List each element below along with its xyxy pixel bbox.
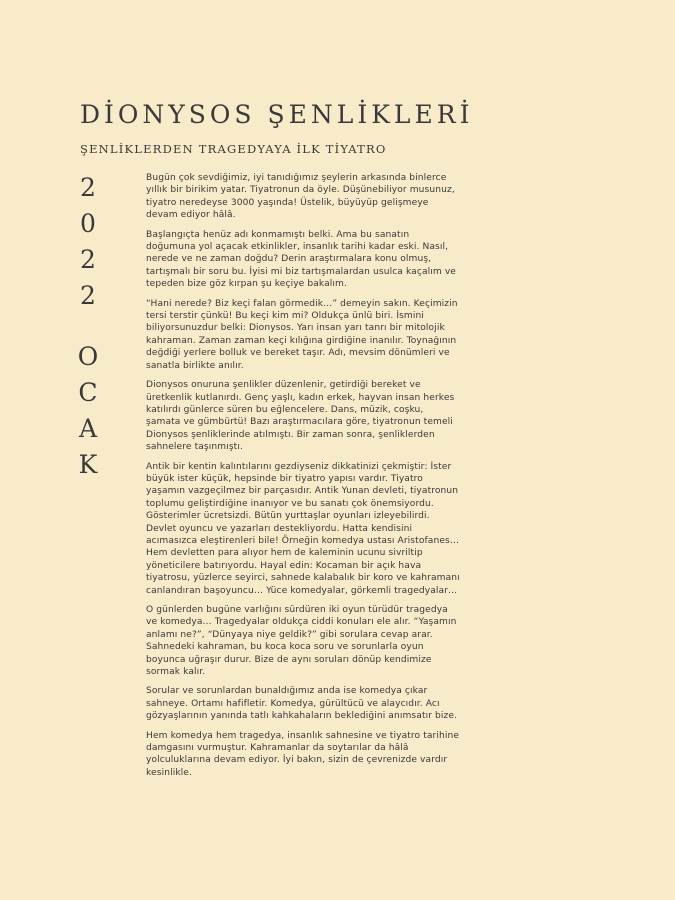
- date-gap: [68, 314, 108, 339]
- date-month-letter: C: [78, 378, 98, 407]
- paragraph: Antik bir kentin kalıntılarını gezdiyseniz dikkatinizi çekmiştir: İster büyük ister küçük, hepsinde bir tiyatro yapısı vardır. Tiyatro yaşamın vazgeçilmez bir parçasıdır. Antik Yunan devleti, tiyatronun toplumu geliştirdiğine inanıyor ve bu sanatı çok önemsiyordu. Gösterimler ücretsizdi. Bütün yurttaşlar oyunları izleyebilirdi. Devlet oyuncu ve yazarları destekliyordu. Hatta kendisini acımasızca eleştirenleri bile! Örneğin komedya ustası Aristofanes… Hem devletten para alıyor hem de kaleminin ucunu sivriltip yöneticilere batırıyordu. Hayal edin: Kocaman bir açık hava tiyatrosu, yüzlerce seyirci, sahnede kalabalık bir koro ve kahramanı canlandıran başoyuncu… Yüce komedyalar, görkemli tragedyalar…: [146, 461, 460, 596]
- page-subtitle: ŞENLİKLERDEN TRAGEDYAYA İLK TİYATRO: [80, 142, 387, 156]
- date-year-digit: 2: [80, 173, 96, 202]
- date-year-digit: 2: [80, 245, 96, 274]
- date-vertical: [68, 170, 108, 483]
- paragraph: Hem komedya hem tragedya, insanlık sahnesine ve tiyatro tarihine damgasını vurmuştur. Kahramanlar da soytarılar da hâlâ yolculuklarına devam ediyor. İyi bakın, sizin de çevrenizde vardır kesinlikle.: [146, 730, 460, 778]
- paragraph: Başlangıçta henüz adı konmamıştı belki. Ama bu sanatın doğumuna yol açacak etkinlikler, insanlık tarihi kadar eski. Nasıl, nerede ve ne zaman doğdu? Derin araştırmalara konu olmuş, tartışmalı bir soru bu. İyisi mi biz tartışmalardan usulca kaçalım ve tepeden bize göz kırpan şu keçiye bakalım.: [146, 229, 457, 290]
- paragraph: Sorular ve sorunlardan bunaldığımız anda ise komedya çıkar sahneye. Ortamı hafifletir. Komedya, gürültücü ve alaycıdır. Acı gözyaşlarının yanında tatlı kahkahaların beklediğini anımsatır bize.: [146, 686, 458, 722]
- date-month-letter: A: [78, 414, 98, 443]
- date-month-letter: O: [77, 342, 99, 371]
- paragraph: “Hani nerede? Biz keçi falan görmedik…” demeyin sakın. Keçimizin tersi terstir çünkü! Bu keçi kim mi? Oldukça ünlü biri. İsmini biliyorsunuzdur belki: Dionysos. Yarı insan yarı tanrı bir mitolojik kahraman. Zaman zaman keçi kılığına girdiğine inanılır. Toynağının değdiği yerlere bolluk ve bereket taşır. Adı, mevsim dönümleri ve sanatla birlikte anılır.: [146, 298, 458, 371]
- paragraph: O günlerden bugüne varlığını sürdüren iki oyun türüdür tragedya ve komedya… Tragedyalar oldukça ciddi konuları ele alır. “Yaşamın anlamı ne?”, “Dünyaya niye geldik?” gibi sorulara cevap arar. Sahnedeki kahraman, bu koca koca soru ve sorunlarla oyun boyunca uğraşır durur. Bize de aynı soruları dönüp kendimize sormak kalır.: [146, 605, 457, 678]
- paragraph: Dionysos onuruna şenlikler düzenlenir, getirdiği bereket ve üretkenlik kutlanırdı. Genç yaşlı, kadın erkek, hayvan insan herkes katılırdı günlerce süren bu eğlencelere. Dans, müzik, coşku, şamata ve gümbürtü! Bazı araştırmacılara göre, tiyatronun temeli Dionysos şenliklerinde atılmıştı. Bir zaman sonra, şenliklerden sahnelere taşınmıştı.: [146, 380, 455, 453]
- paragraph: Bugün çok sevdiğimiz, iyi tanıdığımız şeylerin arkasında binlerce yıllık bir birikim yatar. Tiyatronun da öyle. Düşünebiliyor musunuz, tiyatro neredeyse 3000 yaşında! Üstelik, büyüyüp gelişmeye devam ediyor hâlâ.: [146, 173, 455, 221]
- article-body: [146, 172, 460, 786]
- page-title: DİONYSOS ŞENLİKLERİ: [80, 100, 474, 129]
- date-month-letter: K: [78, 450, 98, 479]
- date-year-digit: 0: [80, 209, 96, 238]
- date-year-digit: 2: [80, 281, 96, 310]
